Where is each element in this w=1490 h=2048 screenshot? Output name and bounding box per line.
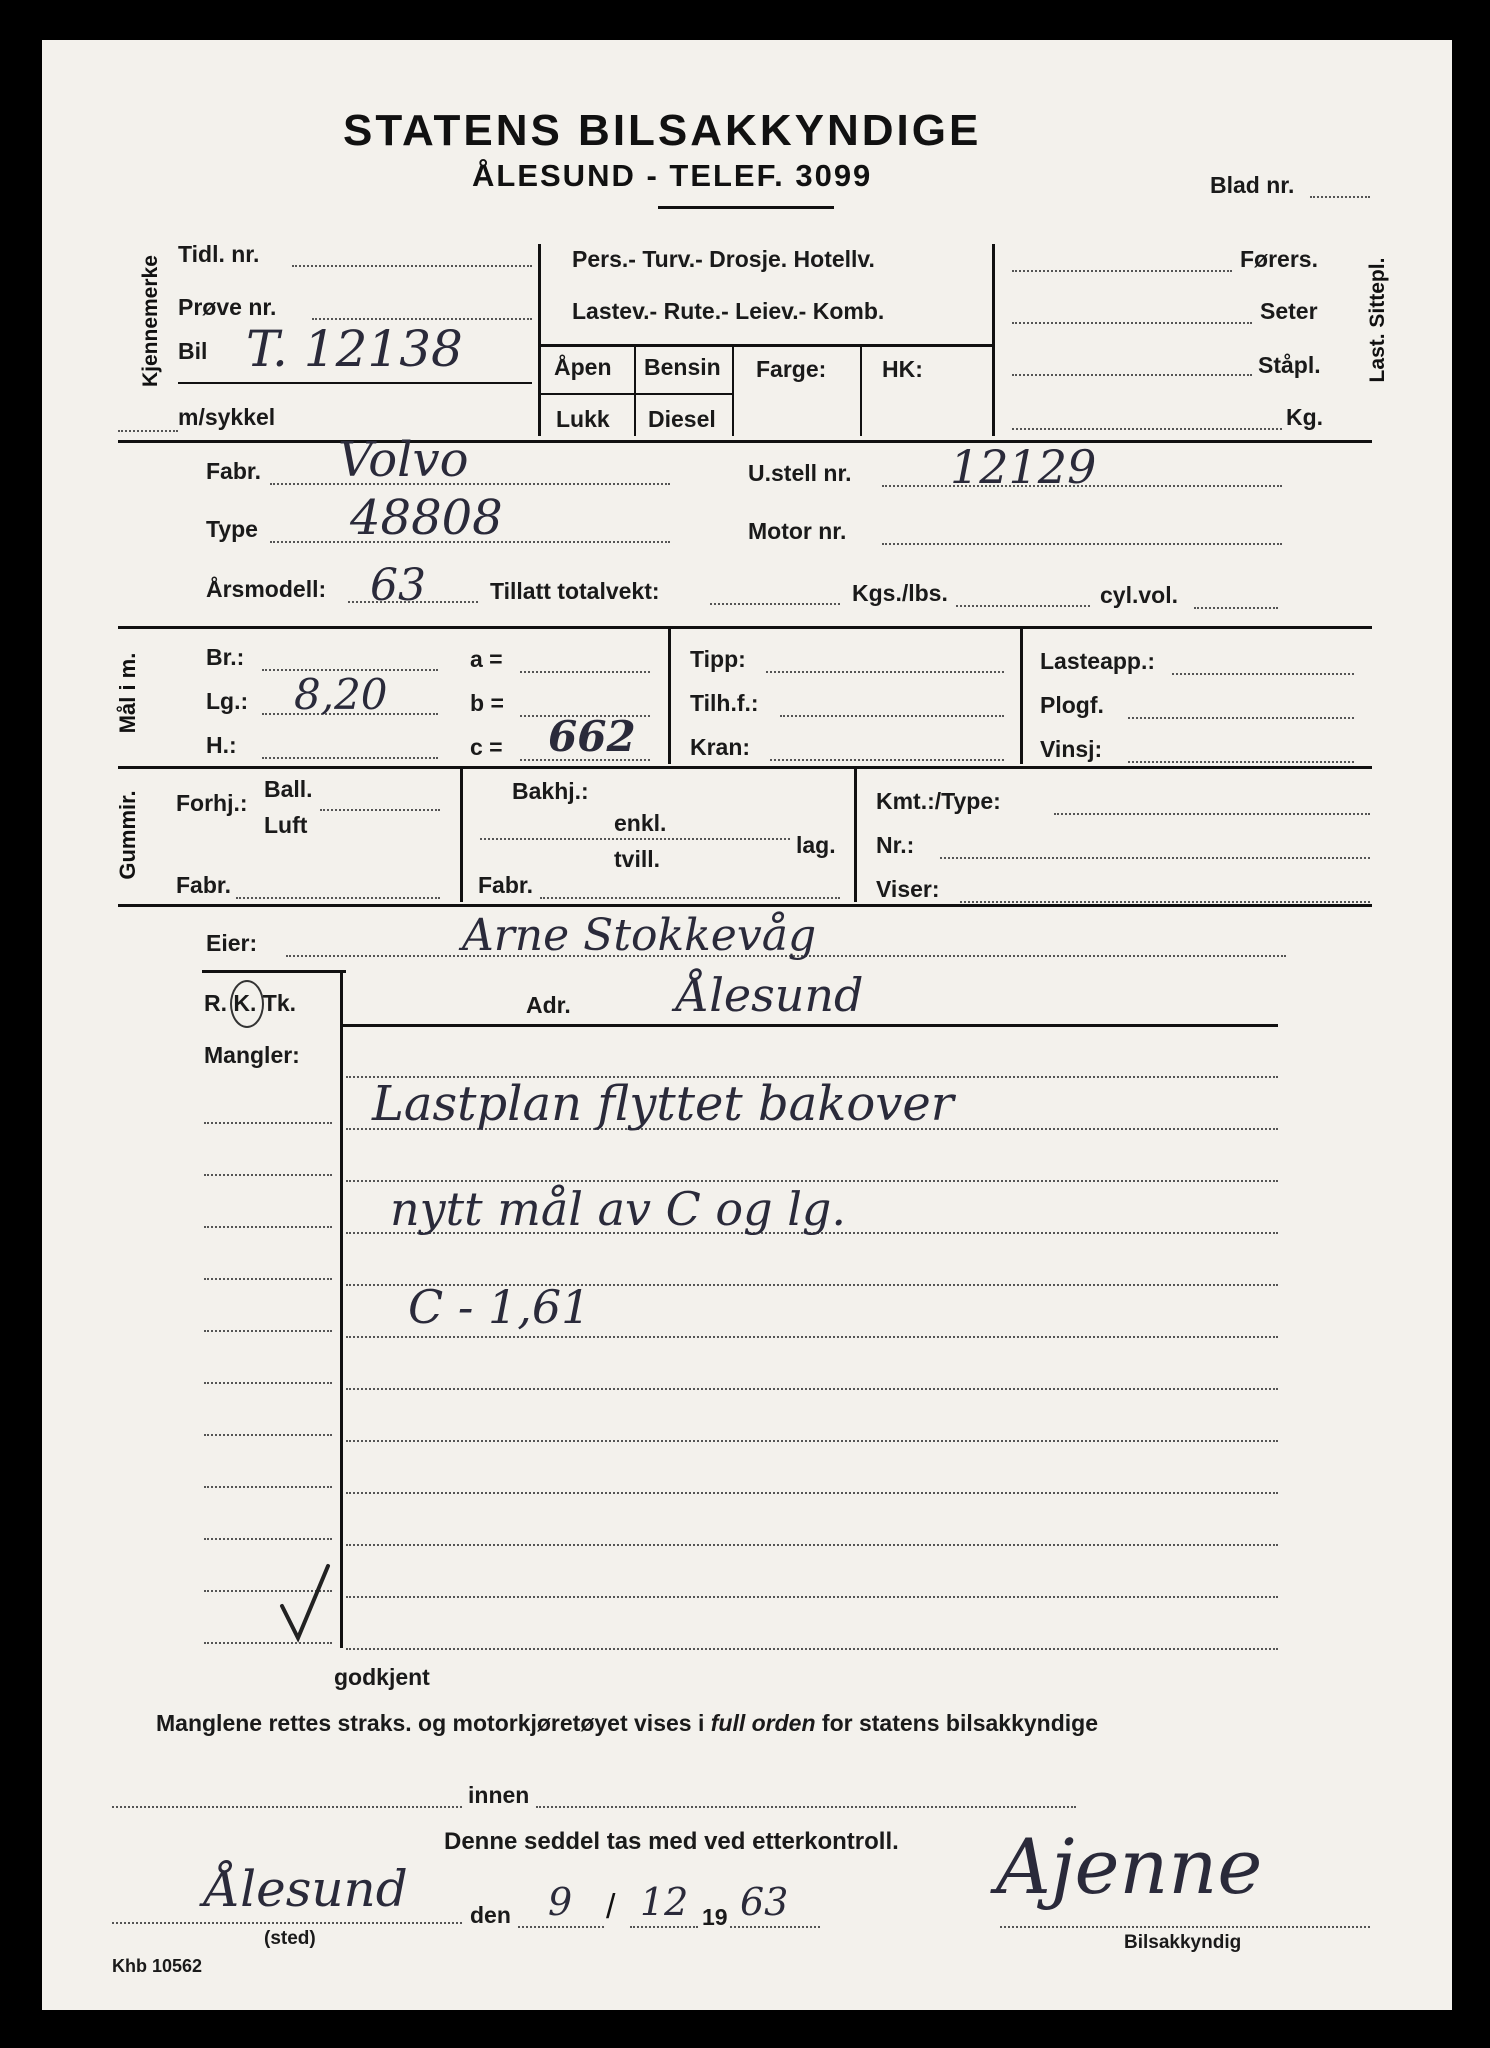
defect-text-2: nytt mål av C og lg.	[390, 1182, 846, 1236]
kjennemerke-side-label: Kjennemerke	[139, 255, 162, 387]
tire-fabr2-field[interactable]	[540, 897, 840, 899]
fuel-divider-1	[634, 346, 636, 436]
defect-line-6[interactable]	[346, 1388, 1278, 1390]
msykkel-label: m/sykkel	[178, 404, 276, 430]
type-value: 48808	[350, 490, 503, 546]
form-code: Khb 10562	[112, 1956, 203, 1976]
instruction-italic: full orden	[710, 1710, 816, 1736]
left-line-2	[204, 1174, 332, 1176]
fabr-label: Fabr.	[206, 458, 261, 484]
month-field[interactable]	[630, 1926, 698, 1928]
defect-line-11[interactable]	[346, 1648, 1278, 1650]
tipp-label: Tipp:	[690, 646, 746, 672]
tire-fabr2-label: Fabr.	[478, 872, 533, 898]
sted-label: (sted)	[264, 1928, 316, 1949]
section-line-2	[118, 626, 1372, 629]
blad-label: Blad nr.	[1210, 172, 1295, 198]
kran-field[interactable]	[770, 759, 1004, 761]
etterkontroll-text: Denne seddel tas med ved etterkontroll.	[444, 1828, 899, 1855]
lasteapp-label: Lasteapp.:	[1040, 648, 1156, 674]
defect-line-8[interactable]	[346, 1492, 1278, 1494]
forers-label: Førers.	[1240, 246, 1318, 272]
title-underline	[658, 206, 834, 209]
plogf-field[interactable]	[1128, 717, 1354, 719]
bakhj-label: Bakhj.:	[512, 778, 589, 804]
left-line-3	[204, 1226, 332, 1228]
bilsakkyndig-label: Bilsakkyndig	[1124, 1932, 1242, 1953]
lg-value: 8,20	[294, 670, 388, 719]
seats-side-label: Last. Sittepl.	[1366, 257, 1389, 383]
id-divider-right	[992, 244, 995, 436]
tidl-label: Tidl. nr.	[178, 241, 260, 267]
ustell-label: U.stell nr.	[748, 460, 852, 486]
sted-field[interactable]	[112, 1922, 462, 1924]
date-slash: /	[606, 1888, 616, 1926]
day-value: 9	[548, 1880, 573, 1924]
fabr-field[interactable]	[270, 483, 670, 485]
adr-value: Ålesund	[676, 968, 864, 1022]
blad-field[interactable]	[1310, 196, 1370, 198]
arsmodell-label: Årsmodell:	[206, 576, 327, 602]
b-label: b =	[470, 690, 504, 716]
k-circle-mark	[230, 980, 264, 1028]
category-row2: Lastev.- Rute.- Leiev.- Komb.	[572, 298, 885, 324]
nr-label: Nr.:	[876, 832, 915, 858]
nr-field[interactable]	[940, 857, 1370, 859]
motor-label: Motor nr.	[748, 518, 847, 544]
dim-divider-1	[668, 628, 671, 764]
motor-field[interactable]	[882, 543, 1282, 545]
signature-field[interactable]	[1000, 1926, 1370, 1928]
month-value: 12	[640, 1880, 689, 1924]
adr-label: Adr.	[526, 992, 571, 1018]
mangler-label: Mangler:	[204, 1042, 300, 1068]
c-label: c =	[470, 734, 503, 760]
bil-field-line	[178, 382, 532, 384]
sted-value: Ålesund	[204, 1860, 408, 1918]
seter-field[interactable]	[1012, 322, 1252, 324]
tidl-field[interactable]	[292, 265, 532, 267]
section-line-4	[118, 904, 1372, 907]
form-title: STATENS BILSAKKYNDIGE	[343, 106, 982, 155]
eier-value: Arne Stokkevåg	[462, 910, 817, 961]
lasteapp-field[interactable]	[1172, 673, 1354, 675]
left-line-5	[204, 1330, 332, 1332]
h-label: H.:	[206, 732, 237, 758]
innen-label: innen	[468, 1782, 530, 1808]
left-line-7	[204, 1434, 332, 1436]
innen-field-left[interactable]	[112, 1806, 462, 1808]
defect-line-5[interactable]	[346, 1336, 1278, 1338]
fuel-divider-3	[860, 346, 862, 436]
dim-divider-2	[1020, 628, 1023, 764]
tires-side-label: Gummir.	[115, 790, 140, 880]
prove-label: Prøve nr.	[178, 294, 277, 320]
checkmark-icon	[276, 1560, 336, 1644]
h-field[interactable]	[262, 757, 438, 759]
section-line-1	[118, 440, 1372, 443]
form-subtitle: ÅLESUND - TELEF. 3099	[472, 158, 873, 193]
viser-label: Viser:	[876, 876, 940, 902]
ball-field[interactable]	[320, 809, 440, 811]
cyl-label: cyl.vol.	[1100, 582, 1178, 608]
forers-field[interactable]	[1012, 270, 1232, 272]
left-line-4	[204, 1278, 332, 1280]
defect-line-7[interactable]	[346, 1440, 1278, 1442]
tillatt-label: Tillatt totalvekt:	[490, 578, 660, 604]
tvill-label: tvill.	[614, 846, 661, 872]
type-label: Type	[206, 516, 258, 542]
forhj-label: Forhj.:	[176, 790, 248, 816]
ball-label: Ball.	[264, 776, 313, 802]
tillatt-field[interactable]	[710, 603, 840, 605]
tilhf-label: Tilh.f.:	[690, 690, 759, 716]
den-label: den	[470, 1902, 511, 1928]
dimensions-side-label: Mål i m.	[115, 652, 140, 734]
rktk-right-border	[340, 970, 343, 1648]
a-label: a =	[470, 646, 503, 672]
defect-text-3: C - 1,61	[408, 1280, 591, 1334]
year-field[interactable]	[730, 1926, 820, 1928]
bensin-label: Bensin	[644, 354, 721, 380]
ustell-value: 12129	[950, 440, 1097, 494]
year-suffix: 63	[740, 1880, 789, 1924]
hk-label: HK:	[882, 356, 923, 382]
kgs-field[interactable]	[956, 605, 1090, 607]
lg-label: Lg.:	[206, 688, 249, 714]
a-field[interactable]	[520, 671, 650, 673]
fuel-divider-2	[732, 346, 734, 436]
defect-line-10[interactable]	[346, 1596, 1278, 1598]
id-divider-left	[538, 244, 541, 436]
defect-text-1: Lastplan flyttet bakover	[372, 1076, 954, 1132]
day-field[interactable]	[518, 1926, 604, 1928]
left-line-1	[204, 1122, 332, 1124]
tipp-field[interactable]	[766, 671, 1004, 673]
signature: Ajenne	[996, 1822, 1263, 1911]
bil-value: T. 12138	[246, 320, 463, 378]
godkjent-label: godkjent	[334, 1664, 430, 1690]
tire-divider-1	[460, 768, 463, 902]
diesel-label: Diesel	[648, 406, 716, 432]
vinsj-label: Vinsj:	[1040, 736, 1103, 762]
apen-label: Åpen	[554, 354, 612, 380]
plogf-label: Plogf.	[1040, 692, 1104, 718]
eier-label: Eier:	[206, 930, 258, 956]
fabr-value: Volvo	[338, 432, 469, 488]
tilhf-field[interactable]	[780, 715, 1004, 717]
year-prefix: 19	[702, 1904, 728, 1930]
rktk-label: R. K. Tk.	[204, 990, 297, 1016]
msykkel-field[interactable]	[118, 430, 178, 432]
tire-fabr-label: Fabr.	[176, 872, 231, 898]
c-value: 662	[548, 712, 636, 761]
tire-fabr-field[interactable]	[236, 897, 440, 899]
category-divider	[540, 344, 992, 347]
luft-label: Luft	[264, 812, 308, 838]
instruction-text	[156, 1710, 1098, 1737]
tire-divider-2	[854, 768, 857, 902]
instruction-post: for statens bilsakkyndige	[815, 1710, 1099, 1736]
section-line-3	[118, 766, 1372, 769]
left-line-6	[204, 1382, 332, 1384]
left-line-9	[204, 1538, 332, 1540]
category-row1: Pers.- Turv.- Drosje. Hotellv.	[572, 246, 875, 272]
bil-label: Bil	[178, 338, 208, 364]
defect-line-9[interactable]	[346, 1544, 1278, 1546]
kgs-label: Kgs./lbs.	[852, 580, 948, 606]
lukk-label: Lukk	[556, 406, 610, 432]
kg-label: Kg.	[1286, 404, 1324, 430]
arsmodell-value: 63	[370, 560, 426, 611]
kran-label: Kran:	[690, 734, 751, 760]
kg-field[interactable]	[1012, 428, 1282, 430]
instruction-pre: Manglene rettes straks. og motorkjøretøyet vises i	[156, 1710, 711, 1736]
br-label: Br.:	[206, 644, 245, 670]
farge-label: Farge:	[756, 356, 827, 382]
vinsj-field[interactable]	[1128, 761, 1354, 763]
viser-field[interactable]	[960, 901, 1370, 903]
left-line-8	[204, 1486, 332, 1488]
cyl-field[interactable]	[1194, 607, 1278, 609]
rktk-top-line	[202, 970, 346, 973]
adr-bottom-line	[342, 1024, 1278, 1027]
enkl-field[interactable]	[480, 838, 790, 840]
stapl-label: Ståpl.	[1258, 352, 1321, 378]
kmt-field[interactable]	[1054, 813, 1370, 815]
apen-lukk-divider	[540, 393, 734, 395]
stapl-field[interactable]	[1012, 374, 1252, 376]
lag-label: lag.	[796, 832, 836, 858]
seter-label: Seter	[1260, 298, 1318, 324]
enkl-label: enkl.	[614, 810, 667, 836]
kmt-label: Kmt.:/Type:	[876, 788, 1001, 814]
innen-field-right[interactable]	[536, 1806, 1076, 1808]
